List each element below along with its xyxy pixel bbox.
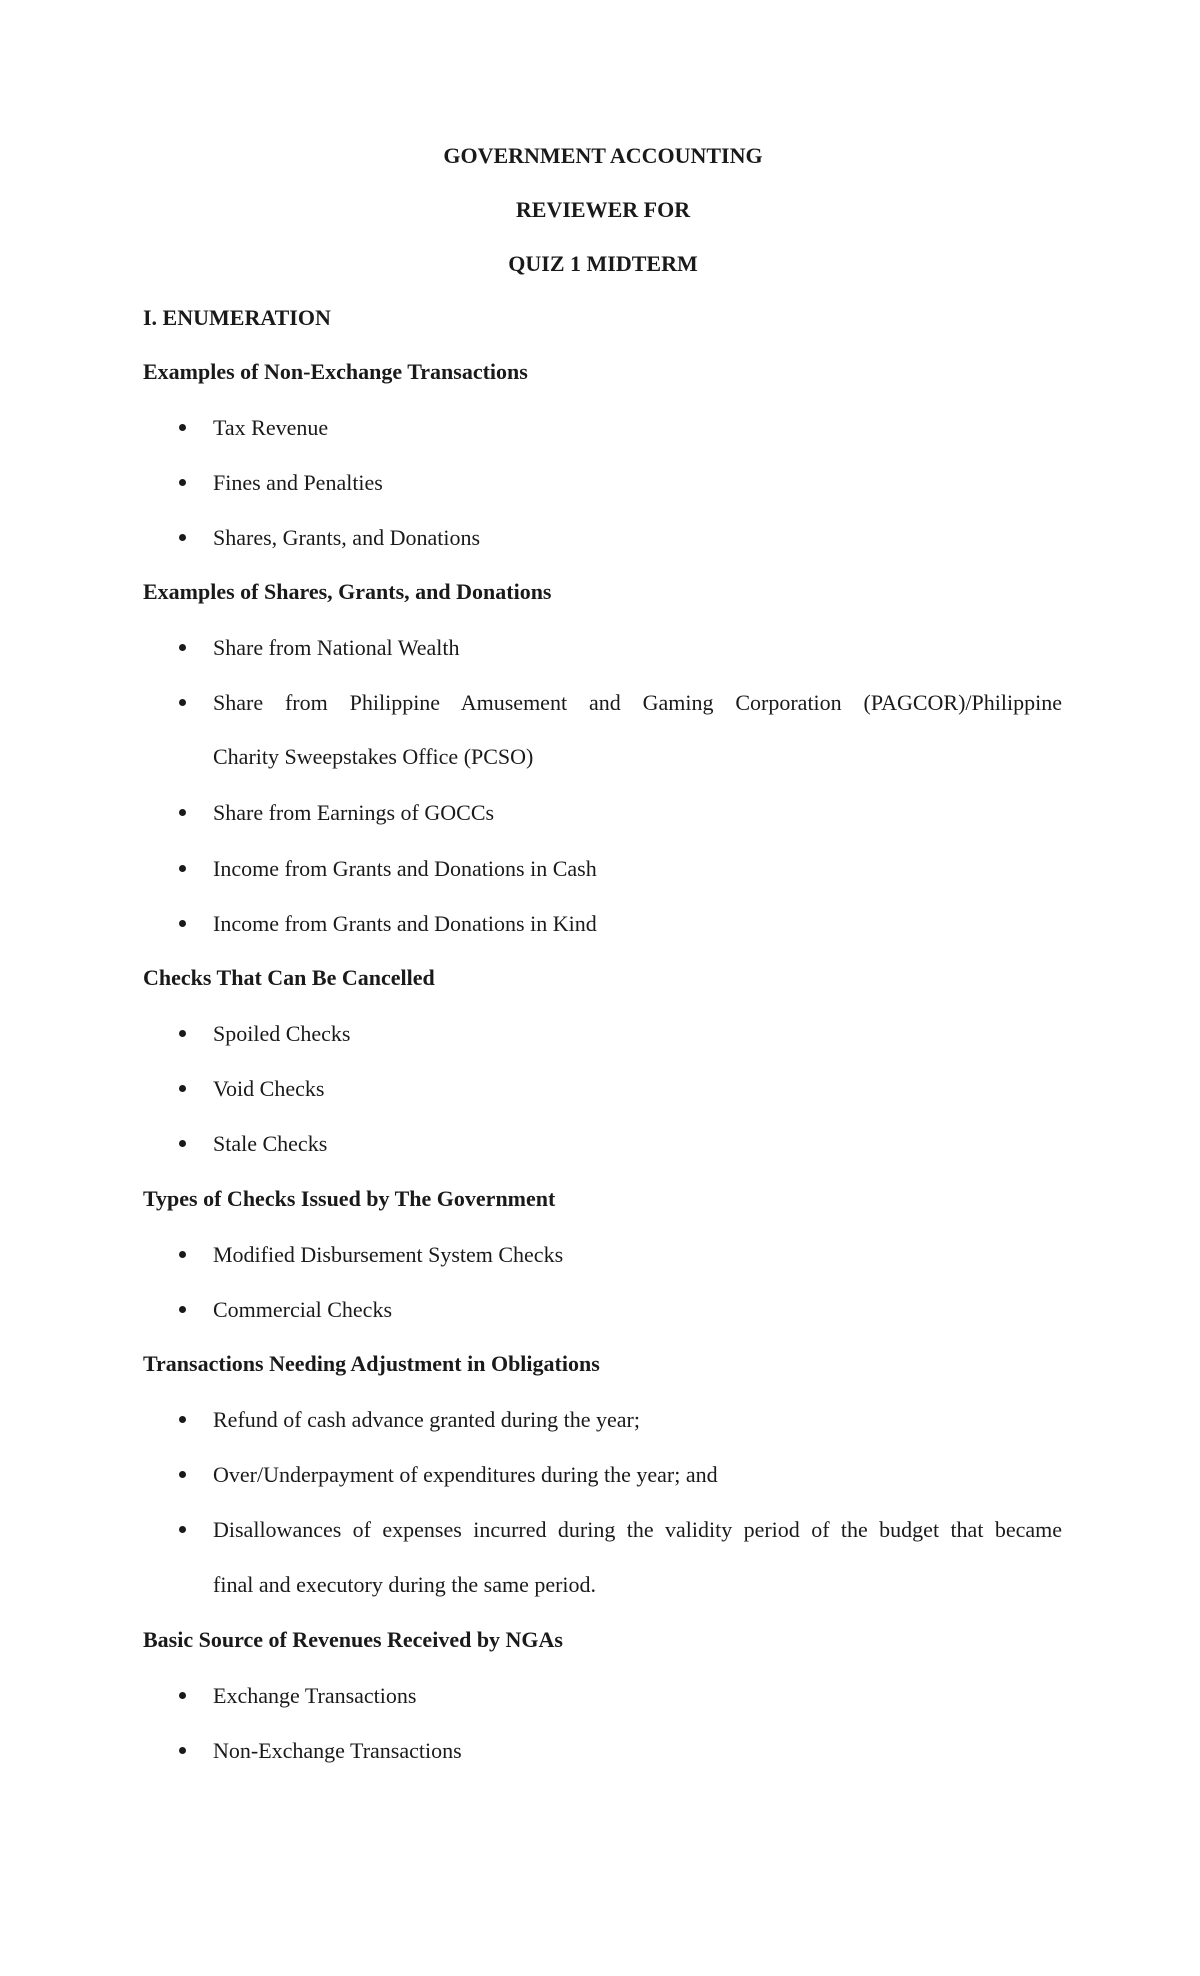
bullet-icon [179, 1085, 186, 1092]
list-item-continuation: Charity Sweepstakes Office (PCSO) [213, 744, 534, 769]
document-title: GOVERNMENT ACCOUNTING [443, 143, 763, 168]
bullet-icon [179, 1471, 186, 1478]
bullet-icon [179, 1416, 186, 1423]
section-heading: Examples of Shares, Grants, and Donations [143, 579, 552, 604]
document-subtitle: REVIEWER FOR [515, 197, 691, 222]
bullet-icon [179, 1747, 186, 1754]
section-heading: Transactions Needing Adjustment in Obligations [143, 1351, 600, 1376]
section-heading: Basic Source of Revenues Received by NGAs [143, 1627, 563, 1652]
part-heading: I. ENUMERATION [143, 305, 331, 330]
bullet-icon [179, 1306, 186, 1313]
bullet-icon [179, 644, 186, 651]
section-heading: Checks That Can Be Cancelled [143, 965, 435, 990]
bullet-icon [179, 1692, 186, 1699]
document-page: GOVERNMENT ACCOUNTING REVIEWER FOR QUIZ 1 MIDTERM I. ENUMERATION Examples of Non-Exchange Transactions Tax Revenue Fines and Penalties Shares, Grants, and Donations Examples of Shares, Grants, and Donations Share from National Wealth Share from Philippine Amusement and Gaming Corporation (PAGCOR)/Philippine Charity Sweepstakes Office (PCSO) Share from Earnings of GOCCs Income from Grants and Donations in Cash Income from Grants and Donations in Kind Checks That Can Be Cancelled Spoiled Checks Void Checks Stale Checks Types of Checks Issued by The Government Modified Disbursement System Checks Commercial Checks Transactions Needing Adjustment in Obligations Refund of cash advance granted during the year; Over/Underpayment of expenditures during the year; and Disallowances of expenses incurred during the validity period of the budget that became final and executory during the same period. Basic Source of Revenues Received by NGAs Exchange Transactions Non-Exchange Transactions [143, 143, 1062, 1763]
bullet-icon [179, 1251, 186, 1258]
section-heading: Examples of Non-Exchange Transactions [143, 359, 528, 384]
section-heading: Types of Checks Issued by The Government [143, 1186, 556, 1211]
bullet-icon [179, 699, 186, 706]
bullet-icon [179, 1030, 186, 1037]
bullet-icon [179, 865, 186, 872]
bullet-icon [179, 534, 186, 541]
list-item-continuation: final and executory during the same period. [213, 1572, 597, 1597]
bullet-icon [179, 809, 186, 816]
bullet-icon [179, 1526, 186, 1533]
bullet-icon [179, 1140, 186, 1147]
bullet-icon [179, 479, 186, 486]
bullet-icon [179, 920, 186, 927]
document-subtitle-quiz: QUIZ 1 MIDTERM [508, 251, 698, 276]
bullet-icon [179, 424, 186, 431]
